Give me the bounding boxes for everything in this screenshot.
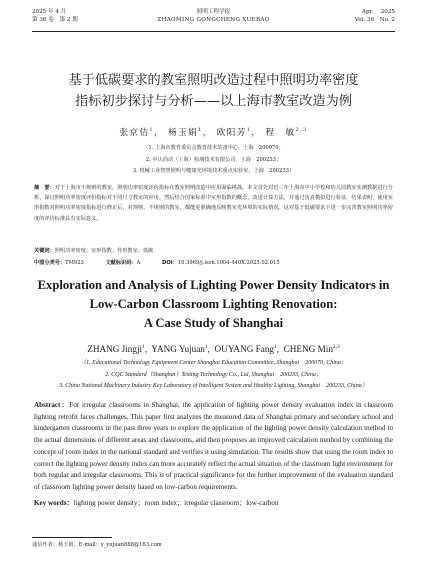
author-affil-mark: 2,3 [332, 344, 340, 350]
keywords-label: 关键词： [34, 248, 55, 254]
english-title-line: A Case Study of Shanghai [143, 316, 284, 330]
keywords-text: 照明功率密度；室形指数；异形教室；低碳 [54, 248, 154, 254]
english-title-line: Low-Carbon Classroom Lighting Renovation: [89, 297, 338, 311]
footnote-rule [32, 537, 112, 538]
english-title [20, 276, 407, 333]
abstract-text: For irregular classrooms in Shanghai, the application of lighting power density evaluation index in classroom lighting retrofit faces challenges. This paper first analyzes the measured data of Shanghai primary and secondary school and kindergarten classrooms in the past three years to explore the application of the lighting power density calculation method to the actual dimensions of different areas and classrooms, and then proposes an improved calculation method by combining the concept of room index in the national standard and verifies it using simulation. The results show that using the room index to correct the lighting power density index can more accurately reflect the actual situation of the classroom light environment for both regular and irregular classrooms. This is of practical significance for the further improvement of the evaluation standard of classroom lighting power density based on low-carbon requirements. [34, 401, 393, 491]
author-affil-mark: 1 [198, 127, 203, 134]
author-name: OUYANG Fang [214, 344, 275, 355]
header-date-en: Apr. 2025 [361, 9, 395, 15]
author-affil-mark: 1 [274, 344, 277, 350]
author-affil-mark: 1 [142, 344, 145, 350]
header-rule [32, 31, 395, 32]
chinese-keywords [34, 246, 393, 256]
english-keywords [34, 498, 393, 509]
abstract-text: 对于上海市不规则的教室，照明功率密度评价指标在教室照明改造中应用面临挑战。本文首先对近三年上海市中小学校和幼儿园教室实测数据进行分析，探讨照明功率密度评价指标对不同尺寸教室的应用。然后结合国家标准中室形指数的概念，改进计算方法，并通过仿真模拟进行验证。结果表明，使用室形指数对照明功率密度指标进行修正后，对规则、不规则的教室，都能更准确地反映教室光环境的实际情况。这对基于低碳要求下进一步完善教室照明功率密度的评价标准具有实际意义。 [34, 185, 393, 222]
doc-code-value: A [136, 260, 141, 266]
author-affil-mark: 1 [204, 344, 208, 350]
author-affil-mark: 1 [149, 127, 154, 134]
author-affil-mark: 1 [246, 127, 252, 134]
author-name: 程 敏 [265, 128, 296, 138]
running-header [32, 8, 395, 34]
english-affiliations [36, 358, 391, 393]
corresponding-author-footnote: 通信作者：杨玉娟，E-mail：y_yujuan888@163.com [32, 542, 162, 548]
chinese-title-line: 指标初步探讨与分析——以上海市教室改造为例 [75, 94, 352, 109]
chinese-title [20, 70, 407, 112]
affiliation-line: 2. CQC Standard（Shanghai）Testing Technology Co., Ltd, Shanghai 200233, China； [105, 371, 322, 378]
author-name: CHENG Min [283, 344, 333, 355]
keywords-text: lighting power density；room index；irregular classroom；low-carbon [73, 499, 279, 507]
affiliation-line: （1. Educational Technology Equipment Center Shanghai Education Committee, Shanghai 200070, China； [80, 360, 347, 366]
keywords-label: Key words： [34, 499, 74, 507]
chinese-affiliations [40, 143, 387, 178]
affiliation-line: 3. 机械工业智慧照明与健康光环境技术重点实验室，上海 200233） [132, 168, 295, 174]
header-volume-cn: 第 36 卷 第 2 期 [32, 17, 78, 23]
header-issue-en [355, 8, 395, 24]
clc-label: 中图分类号： [34, 260, 66, 266]
header-volume-en: Vol. 36 No. 2 [354, 17, 395, 23]
abstract-label: 摘 要： [34, 185, 55, 191]
doi-value: 10.3969/j.issn.1004-440X.2025.02.015 [177, 260, 280, 266]
journal-name-en: ZHAOMING GONGCHENG XUEBAO [157, 17, 270, 23]
header-date-cn: 2025 年 4 月 [32, 9, 67, 15]
clc-value: TM923 [65, 260, 84, 266]
english-title-line: Exploration and Analysis of Lighting Power Density Indicators in [37, 278, 390, 292]
english-authors: ZHANG Jingji$^1$, YANG Yujuan$^1$, OUYANG Fang$^1$, CHENG Min$^{2,3}$ [87, 344, 340, 355]
affiliation-line: 3. China National Machinery Industry Key Laboratory of Intelligent System and Healthy Lighting, Shanghai 200233, China） [59, 383, 368, 389]
chinese-abstract [34, 183, 393, 224]
author-affil-mark: 2,3 [295, 127, 308, 134]
doc-code-label: 文献标识码： [105, 260, 137, 266]
abstract-label: Abstract： [34, 401, 70, 409]
author-name: 杨玉娟 [168, 128, 199, 138]
journal-name-cn: 照明工程学报 [196, 9, 231, 15]
doi-label: DOI： [162, 260, 178, 266]
author-name: ZHANG Jingji [87, 344, 143, 355]
classification-line [34, 258, 393, 268]
author-name: 张京佶 [119, 128, 150, 138]
journal-name [32, 8, 395, 24]
author-name: YANG Yujuan [151, 344, 205, 355]
affiliation-line: （1. 上海市教育委员会教育技术装备中心，上海 200070； [143, 145, 284, 151]
chinese-title-line: 基于低碳要求的教室照明改造过程中照明功率密度 [68, 73, 359, 88]
affiliation-line: 2. 中认尚动（上海）检测技术有限公司，上海 200233； [145, 156, 282, 163]
english-abstract [34, 400, 393, 494]
chinese-authors: 张京佶$^1$， 杨玉娟$^1$， 欧阳芳$^1$， 程 敏$^{2,3}$ [119, 127, 308, 138]
author-name: 欧阳芳 [216, 128, 247, 138]
